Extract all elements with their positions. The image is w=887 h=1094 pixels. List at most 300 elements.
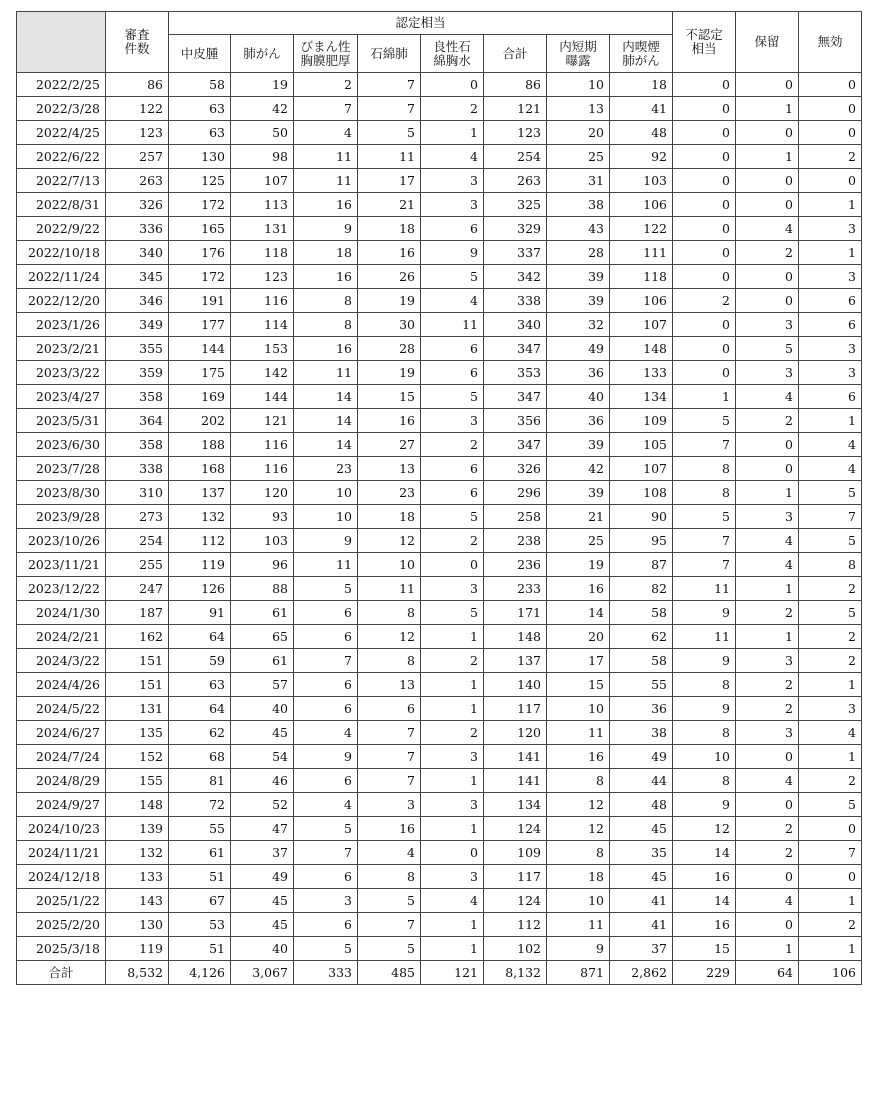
value-cell: 103 — [231, 529, 294, 553]
date-cell: 2023/4/27 — [17, 385, 106, 409]
table-row — [17, 73, 862, 97]
value-cell: 0 — [736, 121, 799, 145]
value-cell: 10 — [294, 505, 358, 529]
value-cell: 3 — [736, 313, 799, 337]
value-cell: 310 — [106, 481, 169, 505]
value-cell: 124 — [484, 889, 547, 913]
value-cell: 1 — [736, 97, 799, 121]
value-cell: 63 — [169, 121, 231, 145]
table-row — [17, 313, 862, 337]
value-cell: 0 — [799, 73, 862, 97]
total-value-cell: 8,532 — [106, 961, 169, 985]
date-cell: 2022/12/20 — [17, 289, 106, 313]
value-cell: 0 — [673, 169, 736, 193]
date-cell: 2024/4/26 — [17, 673, 106, 697]
total-value-cell: 64 — [736, 961, 799, 985]
value-cell: 42 — [547, 457, 610, 481]
value-cell: 353 — [484, 361, 547, 385]
value-cell: 7 — [673, 553, 736, 577]
date-cell: 2023/1/26 — [17, 313, 106, 337]
table-row — [17, 481, 862, 505]
table-row — [17, 793, 862, 817]
total-value-cell: 3,067 — [231, 961, 294, 985]
value-cell: 11 — [547, 721, 610, 745]
date-cell: 2022/6/22 — [17, 145, 106, 169]
value-cell: 340 — [106, 241, 169, 265]
value-cell: 116 — [231, 289, 294, 313]
value-cell: 131 — [231, 217, 294, 241]
value-cell: 5 — [421, 601, 484, 625]
value-cell: 6 — [294, 913, 358, 937]
value-cell: 148 — [484, 625, 547, 649]
value-cell: 18 — [358, 217, 421, 241]
value-cell: 1 — [421, 913, 484, 937]
value-cell: 7 — [358, 769, 421, 793]
value-cell: 0 — [799, 97, 862, 121]
value-cell: 95 — [610, 529, 673, 553]
value-cell: 162 — [106, 625, 169, 649]
value-cell: 106 — [610, 289, 673, 313]
value-cell: 3 — [736, 721, 799, 745]
value-cell: 3 — [736, 649, 799, 673]
value-cell: 7 — [358, 721, 421, 745]
value-cell: 4 — [736, 769, 799, 793]
value-cell: 18 — [547, 865, 610, 889]
table-row — [17, 217, 862, 241]
value-cell: 168 — [169, 457, 231, 481]
value-cell: 40 — [231, 697, 294, 721]
value-cell: 3 — [799, 361, 862, 385]
value-cell: 0 — [673, 121, 736, 145]
value-cell: 72 — [169, 793, 231, 817]
value-cell: 8 — [673, 769, 736, 793]
value-cell: 1 — [421, 673, 484, 697]
date-cell: 2023/6/30 — [17, 433, 106, 457]
value-cell: 140 — [484, 673, 547, 697]
value-cell: 132 — [106, 841, 169, 865]
value-cell: 3 — [799, 217, 862, 241]
value-cell: 0 — [736, 865, 799, 889]
value-cell: 5 — [421, 265, 484, 289]
value-cell: 63 — [169, 673, 231, 697]
value-cell: 12 — [547, 793, 610, 817]
value-cell: 337 — [484, 241, 547, 265]
date-cell: 2023/11/21 — [17, 553, 106, 577]
value-cell: 148 — [610, 337, 673, 361]
value-cell: 120 — [484, 721, 547, 745]
value-cell: 3 — [421, 793, 484, 817]
subheader-cell: 内短期 曝露 — [547, 35, 610, 73]
value-cell: 148 — [106, 793, 169, 817]
value-cell: 10 — [294, 481, 358, 505]
value-cell: 134 — [484, 793, 547, 817]
value-cell: 28 — [547, 241, 610, 265]
value-cell: 5 — [358, 889, 421, 913]
value-cell: 9 — [294, 217, 358, 241]
value-cell: 255 — [106, 553, 169, 577]
value-cell: 4 — [294, 721, 358, 745]
value-cell: 4 — [294, 793, 358, 817]
value-cell: 247 — [106, 577, 169, 601]
value-cell: 0 — [736, 265, 799, 289]
value-cell: 48 — [610, 121, 673, 145]
table-row — [17, 145, 862, 169]
value-cell: 6 — [799, 385, 862, 409]
value-cell: 347 — [484, 337, 547, 361]
value-cell: 50 — [231, 121, 294, 145]
subheader-cell: 中皮腫 — [169, 35, 231, 73]
value-cell: 358 — [106, 385, 169, 409]
value-cell: 87 — [610, 553, 673, 577]
value-cell: 92 — [610, 145, 673, 169]
value-cell: 165 — [169, 217, 231, 241]
value-cell: 57 — [231, 673, 294, 697]
value-cell: 7 — [358, 913, 421, 937]
value-cell: 122 — [610, 217, 673, 241]
value-cell: 133 — [106, 865, 169, 889]
value-cell: 38 — [547, 193, 610, 217]
value-cell: 17 — [547, 649, 610, 673]
value-cell: 81 — [169, 769, 231, 793]
table-row — [17, 601, 862, 625]
value-cell: 171 — [484, 601, 547, 625]
value-cell: 6 — [799, 289, 862, 313]
value-cell: 6 — [421, 361, 484, 385]
value-cell: 0 — [799, 169, 862, 193]
value-cell: 3 — [736, 361, 799, 385]
value-cell: 172 — [169, 193, 231, 217]
date-cell: 2022/10/18 — [17, 241, 106, 265]
value-cell: 45 — [231, 889, 294, 913]
table-row — [17, 385, 862, 409]
value-cell: 133 — [610, 361, 673, 385]
value-cell: 175 — [169, 361, 231, 385]
value-cell: 117 — [484, 697, 547, 721]
date-cell: 2023/9/28 — [17, 505, 106, 529]
value-cell: 15 — [358, 385, 421, 409]
value-cell: 5 — [294, 577, 358, 601]
value-cell: 3 — [358, 793, 421, 817]
value-cell: 169 — [169, 385, 231, 409]
value-cell: 41 — [610, 97, 673, 121]
value-cell: 121 — [231, 409, 294, 433]
value-cell: 21 — [547, 505, 610, 529]
table-row — [17, 457, 862, 481]
value-cell: 356 — [484, 409, 547, 433]
total-value-cell: 121 — [421, 961, 484, 985]
value-cell: 155 — [106, 769, 169, 793]
table-row — [17, 553, 862, 577]
date-cell: 2024/11/21 — [17, 841, 106, 865]
value-cell: 4 — [421, 289, 484, 313]
date-cell: 2022/4/25 — [17, 121, 106, 145]
value-cell: 16 — [294, 193, 358, 217]
value-cell: 16 — [673, 913, 736, 937]
value-cell: 6 — [358, 697, 421, 721]
table-row — [17, 409, 862, 433]
value-cell: 49 — [547, 337, 610, 361]
value-cell: 4 — [421, 145, 484, 169]
value-cell: 1 — [421, 769, 484, 793]
value-cell: 11 — [673, 577, 736, 601]
value-cell: 1 — [799, 745, 862, 769]
value-cell: 4 — [358, 841, 421, 865]
value-cell: 23 — [294, 457, 358, 481]
value-cell: 52 — [231, 793, 294, 817]
value-cell: 4 — [421, 889, 484, 913]
value-cell: 6 — [294, 601, 358, 625]
value-cell: 338 — [484, 289, 547, 313]
value-cell: 5 — [421, 505, 484, 529]
date-cell: 2024/12/18 — [17, 865, 106, 889]
value-cell: 2 — [736, 601, 799, 625]
value-cell: 26 — [358, 265, 421, 289]
value-cell: 4 — [799, 457, 862, 481]
value-cell: 16 — [547, 577, 610, 601]
value-cell: 0 — [736, 793, 799, 817]
value-cell: 5 — [294, 937, 358, 961]
date-cell: 2022/2/25 — [17, 73, 106, 97]
value-cell: 65 — [231, 625, 294, 649]
value-cell: 13 — [358, 457, 421, 481]
table-row — [17, 121, 862, 145]
value-cell: 2 — [673, 289, 736, 313]
value-cell: 2 — [736, 841, 799, 865]
value-cell: 151 — [106, 649, 169, 673]
value-cell: 10 — [547, 73, 610, 97]
value-cell: 340 — [484, 313, 547, 337]
value-cell: 20 — [547, 625, 610, 649]
value-cell: 49 — [610, 745, 673, 769]
date-cell: 2023/8/30 — [17, 481, 106, 505]
value-cell: 1 — [799, 937, 862, 961]
value-cell: 51 — [169, 865, 231, 889]
value-cell: 1 — [736, 145, 799, 169]
value-cell: 13 — [547, 97, 610, 121]
value-cell: 135 — [106, 721, 169, 745]
value-cell: 0 — [799, 121, 862, 145]
value-cell: 347 — [484, 385, 547, 409]
date-cell: 2023/7/28 — [17, 457, 106, 481]
date-cell: 2022/7/13 — [17, 169, 106, 193]
table-row — [17, 673, 862, 697]
value-cell: 1 — [736, 625, 799, 649]
value-cell: 188 — [169, 433, 231, 457]
value-cell: 16 — [294, 337, 358, 361]
date-cell: 2024/5/22 — [17, 697, 106, 721]
value-cell: 0 — [673, 97, 736, 121]
value-cell: 112 — [484, 913, 547, 937]
date-cell: 2025/1/22 — [17, 889, 106, 913]
value-cell: 1 — [736, 577, 799, 601]
value-cell: 6 — [294, 769, 358, 793]
total-value-cell: 229 — [673, 961, 736, 985]
value-cell: 109 — [610, 409, 673, 433]
value-cell: 7 — [358, 73, 421, 97]
value-cell: 12 — [547, 817, 610, 841]
date-cell: 2025/3/18 — [17, 937, 106, 961]
value-cell: 5 — [421, 385, 484, 409]
value-cell: 44 — [610, 769, 673, 793]
table-row — [17, 817, 862, 841]
value-cell: 2 — [421, 97, 484, 121]
value-cell: 329 — [484, 217, 547, 241]
value-cell: 18 — [294, 241, 358, 265]
table-row — [17, 625, 862, 649]
total-value-cell: 8,132 — [484, 961, 547, 985]
value-cell: 254 — [484, 145, 547, 169]
value-cell: 3 — [799, 265, 862, 289]
value-cell: 45 — [610, 865, 673, 889]
value-cell: 35 — [610, 841, 673, 865]
value-cell: 86 — [484, 73, 547, 97]
date-cell: 2023/5/31 — [17, 409, 106, 433]
value-cell: 9 — [673, 793, 736, 817]
value-cell: 96 — [231, 553, 294, 577]
value-cell: 123 — [231, 265, 294, 289]
table-row — [17, 937, 862, 961]
value-cell: 62 — [610, 625, 673, 649]
value-cell: 119 — [106, 937, 169, 961]
value-cell: 15 — [547, 673, 610, 697]
value-cell: 64 — [169, 697, 231, 721]
value-cell: 10 — [358, 553, 421, 577]
value-cell: 45 — [231, 721, 294, 745]
value-cell: 112 — [169, 529, 231, 553]
value-cell: 4 — [799, 433, 862, 457]
value-cell: 11 — [358, 577, 421, 601]
value-cell: 5 — [799, 529, 862, 553]
value-cell: 68 — [169, 745, 231, 769]
value-cell: 62 — [169, 721, 231, 745]
value-cell: 0 — [736, 433, 799, 457]
value-cell: 103 — [610, 169, 673, 193]
value-cell: 263 — [106, 169, 169, 193]
value-cell: 27 — [358, 433, 421, 457]
value-cell: 11 — [294, 553, 358, 577]
value-cell: 11 — [294, 361, 358, 385]
value-cell: 10 — [547, 889, 610, 913]
value-cell: 16 — [358, 241, 421, 265]
value-cell: 2 — [421, 649, 484, 673]
value-cell: 3 — [421, 409, 484, 433]
value-cell: 2 — [421, 433, 484, 457]
value-cell: 0 — [673, 265, 736, 289]
value-cell: 0 — [673, 145, 736, 169]
value-cell: 1 — [736, 937, 799, 961]
value-cell: 45 — [610, 817, 673, 841]
value-cell: 39 — [547, 265, 610, 289]
date-cell: 2024/3/22 — [17, 649, 106, 673]
value-cell: 0 — [673, 241, 736, 265]
value-cell: 14 — [294, 433, 358, 457]
value-cell: 86 — [106, 73, 169, 97]
value-cell: 4 — [736, 385, 799, 409]
value-cell: 54 — [231, 745, 294, 769]
value-cell: 2 — [799, 649, 862, 673]
value-cell: 37 — [610, 937, 673, 961]
total-value-cell: 871 — [547, 961, 610, 985]
value-cell: 358 — [106, 433, 169, 457]
date-cell: 2022/9/22 — [17, 217, 106, 241]
subheader-cell: 内喫煙 肺がん — [610, 35, 673, 73]
value-cell: 345 — [106, 265, 169, 289]
date-cell: 2024/2/21 — [17, 625, 106, 649]
value-cell: 23 — [358, 481, 421, 505]
corner-cell — [17, 12, 106, 73]
value-cell: 12 — [358, 529, 421, 553]
value-cell: 0 — [736, 913, 799, 937]
value-cell: 6 — [294, 673, 358, 697]
value-cell: 6 — [799, 313, 862, 337]
value-cell: 51 — [169, 937, 231, 961]
value-cell: 5 — [799, 793, 862, 817]
value-cell: 10 — [673, 745, 736, 769]
review-results-table — [16, 11, 862, 985]
date-cell: 2022/8/31 — [17, 193, 106, 217]
date-cell: 2022/11/24 — [17, 265, 106, 289]
table-row — [17, 913, 862, 937]
value-cell: 88 — [231, 577, 294, 601]
value-cell: 55 — [610, 673, 673, 697]
value-cell: 3 — [294, 889, 358, 913]
value-cell: 19 — [358, 289, 421, 313]
value-cell: 11 — [547, 913, 610, 937]
value-cell: 8 — [673, 721, 736, 745]
value-cell: 3 — [421, 193, 484, 217]
date-cell: 2023/10/26 — [17, 529, 106, 553]
value-cell: 142 — [231, 361, 294, 385]
table-row — [17, 841, 862, 865]
total-value-cell: 106 — [799, 961, 862, 985]
header-invalid: 無効 — [799, 12, 862, 73]
value-cell: 6 — [421, 481, 484, 505]
total-value-cell: 485 — [358, 961, 421, 985]
value-cell: 2 — [799, 145, 862, 169]
value-cell: 53 — [169, 913, 231, 937]
value-cell: 1 — [736, 481, 799, 505]
value-cell: 58 — [169, 73, 231, 97]
table-row — [17, 745, 862, 769]
value-cell: 141 — [484, 745, 547, 769]
value-cell: 121 — [484, 97, 547, 121]
date-cell: 2024/10/23 — [17, 817, 106, 841]
value-cell: 45 — [231, 913, 294, 937]
value-cell: 355 — [106, 337, 169, 361]
value-cell: 11 — [358, 145, 421, 169]
value-cell: 238 — [484, 529, 547, 553]
value-cell: 1 — [799, 409, 862, 433]
value-cell: 9 — [673, 697, 736, 721]
value-cell: 7 — [358, 97, 421, 121]
header-not-recognized: 不認定 相当 — [673, 12, 736, 73]
header-hold: 保留 — [736, 12, 799, 73]
date-cell: 2024/8/29 — [17, 769, 106, 793]
total-value-cell: 333 — [294, 961, 358, 985]
value-cell: 8 — [358, 601, 421, 625]
value-cell: 102 — [484, 937, 547, 961]
value-cell: 20 — [547, 121, 610, 145]
value-cell: 7 — [799, 505, 862, 529]
value-cell: 346 — [106, 289, 169, 313]
value-cell: 342 — [484, 265, 547, 289]
value-cell: 16 — [294, 265, 358, 289]
value-cell: 14 — [673, 889, 736, 913]
value-cell: 9 — [547, 937, 610, 961]
subheader-cell: 肺がん — [231, 35, 294, 73]
value-cell: 30 — [358, 313, 421, 337]
date-cell: 2025/2/20 — [17, 913, 106, 937]
